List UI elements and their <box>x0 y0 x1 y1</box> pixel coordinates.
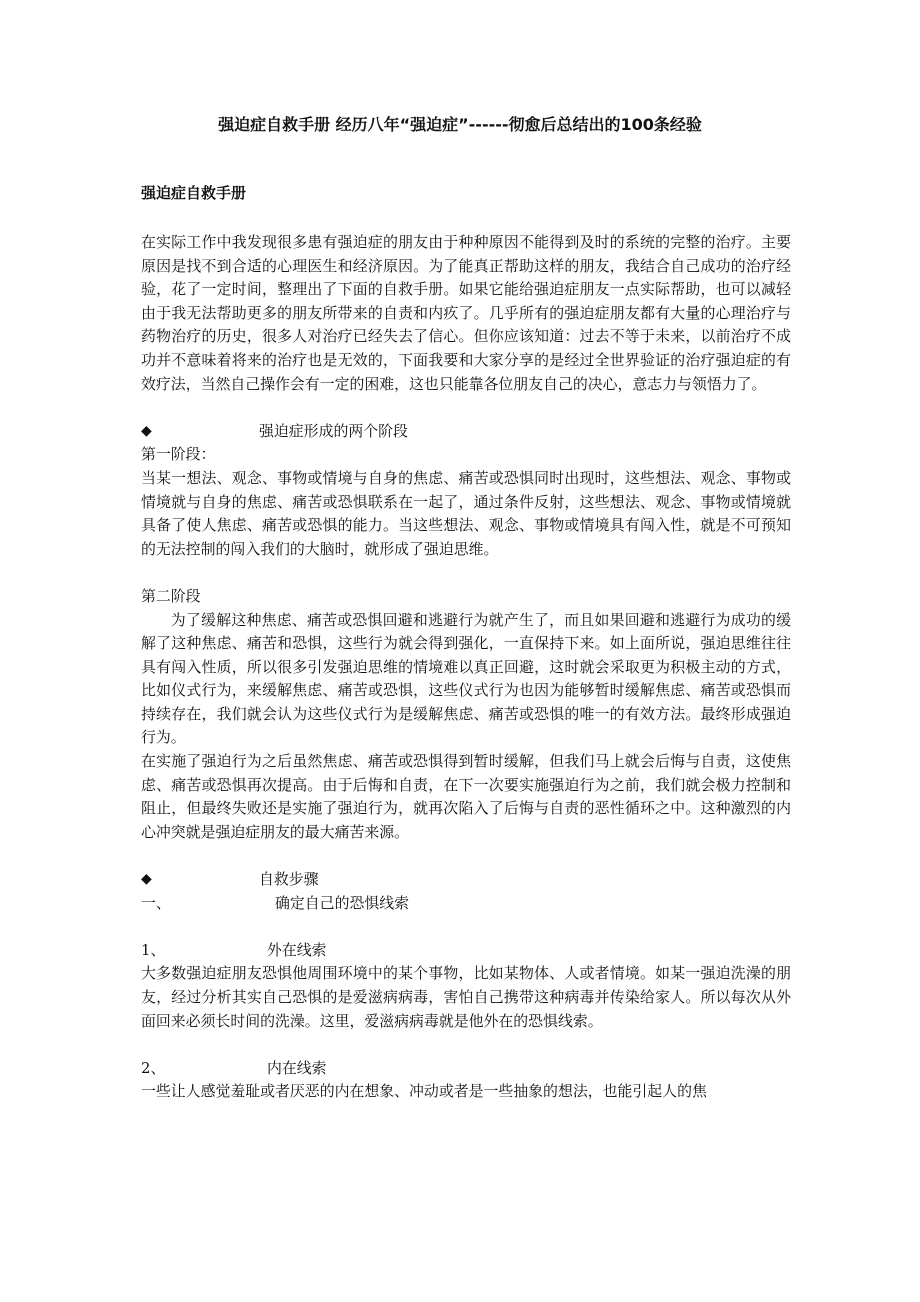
item-number: 1、 <box>141 940 166 959</box>
step-heading <box>141 892 791 916</box>
intro-paragraph: 在实际工作中我发现很多患有强迫症的朋友由于种种原因不能得到及时的系统的完整的治疗。主要原因是找不到合适的心理医生和经济原因。为了能真正帮助这样的朋友，我结合自己成功的治疗经验，花了一定时间，整理出了下面的自救手册。如果它能给强迫症朋友一点实际帮助，也可以减轻由于我无法帮助更多的朋友所带来的自责和内疚了。几乎所有的强迫症朋友都有大量的心理治疗与药物治疗的历史，很多人对治疗已经失去了信心。但你应该知道：过去不等于未来，以前治疗不成功并不意味着将来的治疗也是无效的，下面我要和大家分享的是经过全世界验证的治疗强迫症的有效疗法，当然自己操作会有一定的困难，这也只能靠各位朋友自己的决心，意志力与领悟力了。 <box>141 233 791 393</box>
item-heading-internal <box>141 1057 791 1081</box>
external-cue-paragraph: 大多数强迫症朋友恐惧他周围环境中的某个事物，比如某物体、人或者情境。如某一强迫洗澡的朋友，经过分析其实自己恐惧的是爱滋病病毒，害怕自己携带这种病毒并传染给家人。所以每次从外面回来必须长时间的洗澡。这里，爱滋病病毒就是他外在的恐惧线索。 <box>141 964 791 1030</box>
step-number: 一、 <box>141 893 171 912</box>
document-subtitle: 强迫症自救手册 <box>141 184 247 202</box>
stage2-paragraph: 为了缓解这种焦虑、痛苦或恐惧回避和逃避行为就产生了，而且如果回避和逃避行为成功的缓解了这种焦虑、痛苦和恐惧，这些行为就会得到强化，一直保持下来。如上面所说，强迫思维往往具有闯入性质，所以很多引发强迫思维的情境难以真正回避，这时就会采取更为积极主动的方式，比如仪式行为，来缓解焦虑、痛苦或恐惧，这些仪式行为也因为能够暂时缓解焦虑、痛苦或恐惧而持续存在，我们就会认为这些仪式行为是缓解焦虑、痛苦或恐惧的唯一的有效方法。最终形成强迫行为。 <box>141 610 791 747</box>
section-heading-text: 强迫症形成的两个阶段 <box>259 421 408 440</box>
internal-cue-paragraph: 一些让人感觉羞耻或者厌恶的内在想象、冲动或者是一些抽象的想法，也能引起人的焦 <box>141 1082 707 1101</box>
item-heading-external <box>141 939 791 963</box>
item-title: 外在线索 <box>267 940 327 959</box>
stage1-paragraph: 当某一想法、观念、事物或情境与自身的焦虑、痛苦或恐惧同时出现时，这些想法、观念、事物或情境就与自身的焦虑、痛苦或恐惧联系在一起了，通过条件反射，这些想法、观念、事物或情境就具备了使人焦虑、痛苦或恐惧的能力。当这些想法、观念、事物或情境具有闯入性，就是不可预知的无法控制的闯入我们的大脑时，就形成了强迫思维。 <box>141 468 791 558</box>
step-title: 确定自己的恐惧线索 <box>275 893 410 912</box>
document-title: 强迫症自救手册 经历八年“强迫症”------彻愈后总结出的100条经验 <box>218 115 702 134</box>
stage2-paragraph-2: 在实施了强迫行为之后虽然焦虑、痛苦或恐惧得到暂时缓解，但我们马上就会后悔与自责，这使焦虑、痛苦或恐惧再次提高。由于后悔和自责，在下一次要实施强迫行为之前，我们就会极力控制和阻止，但最终失败还是实施了强迫行为，就再次陷入了后悔与自责的恶性循环之中。这种激烈的内心冲突就是强迫症朋友的最大痛苦来源。 <box>141 752 791 841</box>
document-body <box>141 231 791 1104</box>
diamond-bullet-icon: ◆ <box>141 871 152 888</box>
item-number: 2、 <box>141 1058 166 1077</box>
item-title: 内在线索 <box>267 1058 327 1077</box>
stage2-label: 第二阶段 <box>141 586 201 605</box>
stage1-label: 第一阶段： <box>141 445 216 464</box>
diamond-bullet-icon: ◆ <box>141 422 152 439</box>
section-heading-stages <box>141 420 791 444</box>
section-heading-steps <box>141 868 791 892</box>
section-heading-text: 自救步骤 <box>259 870 319 889</box>
